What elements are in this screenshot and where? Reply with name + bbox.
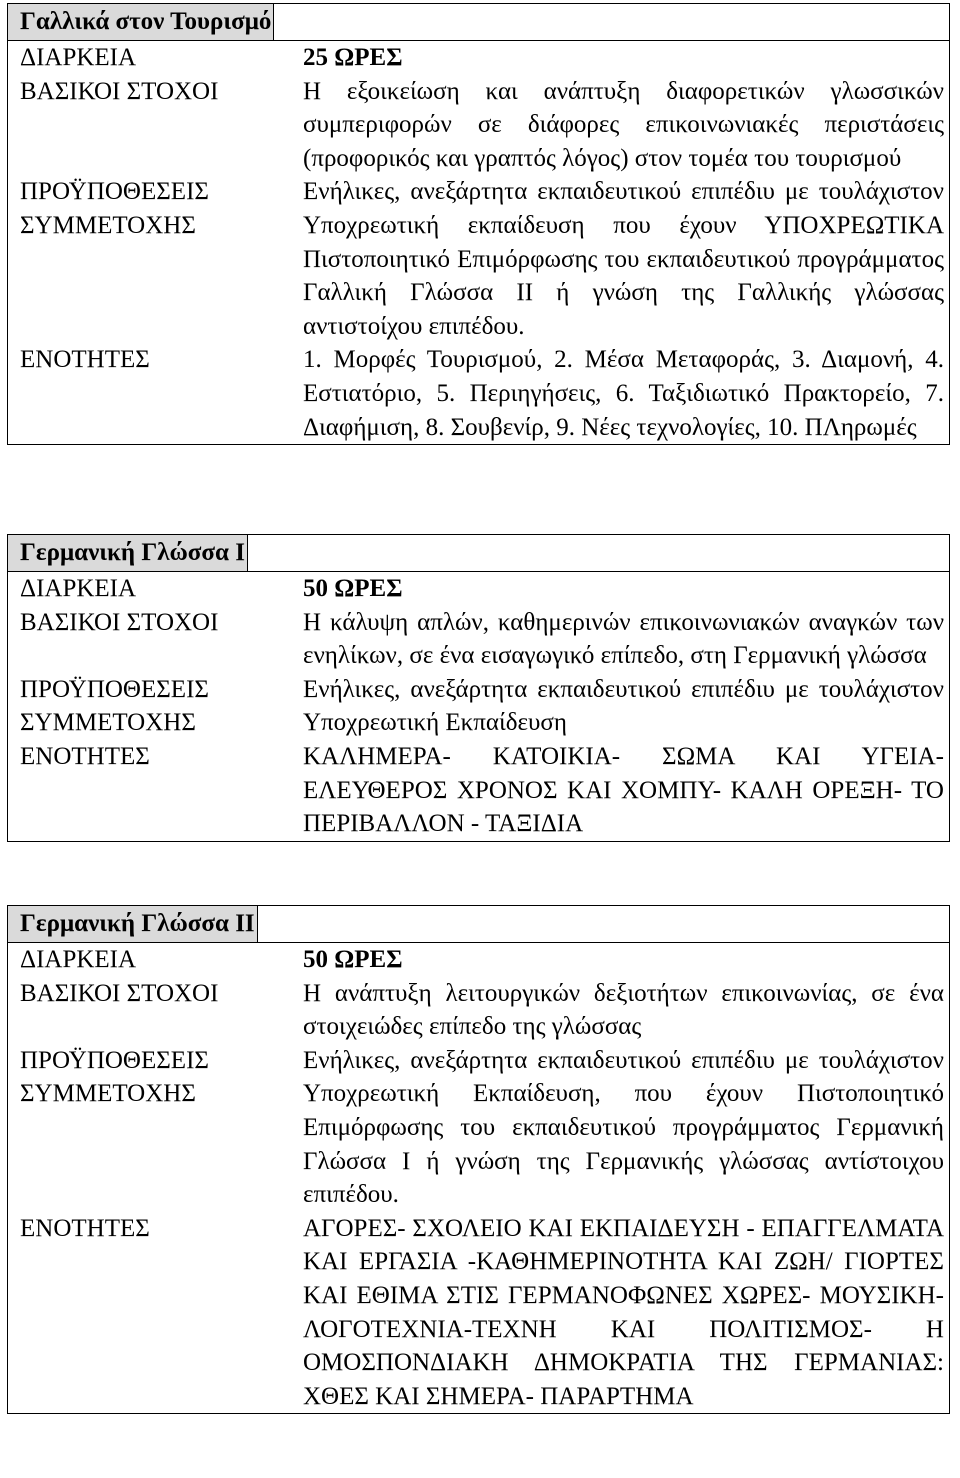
units-value: 1. Μορφές Τουρισμού, 2. Μέσα Μεταφοράς, 3. Διαμονή, 4. Εστιατόριο, 5. Περιηγήσεις, 6. Ταξιδιωτικό Πρακτορείο, 7. Διαφήμιση, 8. Σουβενίρ, 9. Νέες τεχνολογίες, 10. ΠΛηρωμές (303, 346, 944, 441)
prerequisites-value: Ενήλικες, ανεξάρτητα εκπαιδευτικού επιπέδιυ με τουλάχιστον Υποχρεωτική Εκπαίδευση (303, 675, 944, 737)
section-title: Γερμανική Γλώσσα Ι (8, 535, 248, 571)
units-label: ΕΝΟΤΗΤΕΣ (20, 742, 150, 770)
duration-label: ΔΙΑΡΚΕΙΑ (20, 575, 137, 602)
duration-label: ΔΙΑΡΚΕΙΑ (20, 44, 137, 71)
duration-value: 50 ΩΡΕΣ (303, 946, 403, 973)
goals-value: Η ανάπτυξη λειτουργικών δεξιοτήτων επικοινωνίας, σε ένα στοιχειώδες επίπεδο της γλώσσας (303, 979, 944, 1041)
prerequisites-row (8, 673, 949, 740)
duration-row (8, 572, 949, 606)
units-value: ΑΓΟΡΕΣ- ΣΧΟΛΕΙΟ ΚΑΙ ΕΚΠΑΙΔΕΥΣΗ - ΕΠΑΓΓΕΛΜΑΤΑ ΚΑΙ ΕΡΓΑΣΙΑ -ΚΑΘΗΜΕΡΙΝΟΤΗΤΑ ΚΑΙ ΖΩΗ/ ΓΙΟΡΤΕΣ ΚΑΙ ΕΘΙΜΑ ΣΤΙΣ ΓΕΡΜΑΝΟΦΩΝΕΣ ΧΩΡΕΣ- ΜΟΥΣΙΚΗ-ΛΟΓΟΤΕΧΝΙΑ-ΤΕΧΝΗ ΚΑΙ ΠΟΛΙΤΙΣΜΟΣ- Η ΟΜΟΣΠΟΝΔΙΑΚΗ ΔΗΜΟΚΡΑΤΙΑ ΤΗΣ ΓΕΡΜΑΝΙΑΣ: ΧΘΕΣ ΚΑΙ ΣΗΜΕΡΑ- ΠΑΡΑΡΤΗΜΑ (303, 1214, 944, 1410)
course-section-german-2 (7, 905, 950, 1414)
goals-row (8, 75, 949, 176)
prerequisites-label-line-1: ΠΡΟΫΠΟΘΕΣΕΙΣ (20, 675, 209, 703)
section-title-row (8, 535, 949, 572)
units-row (8, 343, 949, 444)
prerequisites-value: Ενήλικες, ανεξάρτητα εκπαιδευτικού επιπέδιυ με τουλάχιστον Υποχρεωτική Εκπαίδευση, που έχουν Πιστοποιητικό Επιμόρφωσης του εκπαιδευτικού προγράμματος Γερμανική Γλώσσα Ι ή γνώση της Γερμανικής γλώσσας αντίστοιχου επιπέδου. (303, 1046, 944, 1209)
section-title: Γερμανική Γλώσσα ΙΙ (8, 906, 258, 942)
goals-row (8, 977, 949, 1044)
prerequisites-label-line-2: ΣΥΜΜΕΤΟΧΗΣ (20, 1080, 196, 1108)
prerequisites-label (8, 175, 300, 343)
duration-row (8, 943, 949, 977)
prerequisites-value: Ενήλικες, ανεξάρτητα εκπαιδευτικού επιπέδιυ με τουλάχιστον Υποχρεωτική εκπαίδευση που έχουν ΥΠΟΧΡΕΩΤΙΚΑ Πιστοποιητικό Επιμόρφωσης του εκπαιδευτικού προγράμματος Γαλλική Γλώσσα ΙΙ ή γνώση της Γαλλικής γλώσσας αντιστοίχου επιπέδου. (303, 178, 944, 340)
units-row (8, 1212, 949, 1414)
prerequisites-label-line-2: ΣΥΜΜΕΤΟΧΗΣ (20, 709, 196, 737)
prerequisites-row (8, 175, 949, 343)
prerequisites-label (8, 1044, 300, 1212)
course-section-german-1 (7, 534, 950, 842)
duration-value: 50 ΩΡΕΣ (303, 575, 403, 602)
goals-label: ΒΑΣΙΚΟΙ ΣΤΟΧΟΙ (20, 979, 219, 1007)
prerequisites-label-line-2: ΣΥΜΜΕΤΟΧΗΣ (20, 211, 196, 239)
goals-label: ΒΑΣΙΚΟΙ ΣΤΟΧΟΙ (20, 77, 219, 105)
goals-value: Η κάλυψη απλών, καθημερινών επικοινωνιακών αναγκών των ενηλίκων, σε ένα εισαγωγικό επίπεδο, στη Γερμανική γλώσσα (303, 608, 944, 670)
section-title-row (8, 906, 949, 943)
goals-row (8, 606, 949, 673)
units-label: ΕΝΟΤΗΤΕΣ (20, 346, 150, 374)
prerequisites-row (8, 1044, 949, 1212)
section-title: Γαλλικά στον Τουρισμό (8, 4, 274, 40)
section-title-row (8, 4, 949, 41)
goals-label: ΒΑΣΙΚΟΙ ΣΤΟΧΟΙ (20, 608, 219, 636)
duration-label: ΔΙΑΡΚΕΙΑ (20, 946, 137, 973)
prerequisites-label-line-1: ΠΡΟΫΠΟΘΕΣΕΙΣ (20, 178, 209, 206)
duration-row (8, 41, 949, 75)
duration-value: 25 ΩΡΕΣ (303, 44, 403, 71)
goals-value: Η εξοικείωση και ανάπτυξη διαφορετικών γλωσσικών συμπεριφορών σε διάφορες επικοινωνιακές περιστάσεις (προφορικός και γραπτός λόγος) στον τομέα του τουρισμού (303, 77, 944, 172)
course-section-french-tourism (7, 3, 950, 445)
prerequisites-label (8, 673, 300, 740)
units-value: ΚΑΛΗΜΕΡΑ- ΚΑΤΟΙΚΙΑ- ΣΩΜΑ ΚΑΙ ΥΓΕΙΑ- ΕΛΕΥΘΕΡΟΣ ΧΡΟΝΟΣ ΚΑΙ ΧΟΜΠΥ- ΚΑΛΗ ΟΡΕΞΗ- ΤΟ ΠΕΡΙΒΑΛΛΟΝ - ΤΑΞΙΔΙΑ (303, 742, 944, 838)
units-row (8, 740, 949, 841)
units-label: ΕΝΟΤΗΤΕΣ (20, 1214, 150, 1242)
prerequisites-label-line-1: ΠΡΟΫΠΟΘΕΣΕΙΣ (20, 1046, 209, 1074)
